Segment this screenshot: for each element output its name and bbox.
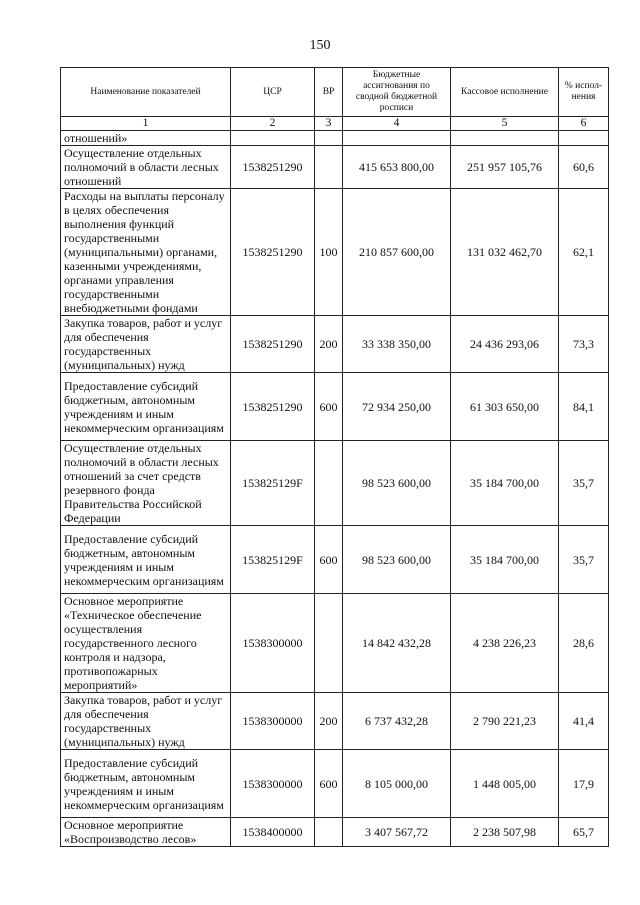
table-row <box>61 146 609 189</box>
cell-csr: 1538251290 <box>231 189 315 316</box>
cell-vr <box>315 131 343 146</box>
cell-budget: 72 934 250,00 <box>343 373 451 441</box>
cell-csr: 1538300000 <box>231 750 315 818</box>
cell-budget: 33 338 350,00 <box>343 316 451 373</box>
cell-vr <box>315 146 343 189</box>
cell-vr: 100 <box>315 189 343 316</box>
cell-cash: 4 238 226,23 <box>451 594 559 693</box>
header-cash: Кассовое исполнение <box>451 68 559 117</box>
cell-budget <box>343 131 451 146</box>
header-vr: ВР <box>315 68 343 117</box>
table-row <box>61 189 609 316</box>
cell-name: Осуществление отдельных полномочий в области лесных отношений за счет средств резервного фонда Правительства Российской Федерации <box>61 441 231 526</box>
cell-pct: 65,7 <box>559 818 609 847</box>
cell-csr: 1538251290 <box>231 146 315 189</box>
table-row <box>61 750 609 818</box>
cell-cash: 1 448 005,00 <box>451 750 559 818</box>
cell-pct: 41,4 <box>559 693 609 750</box>
table-row <box>61 693 609 750</box>
cell-name: Предоставление субсидий бюджетным, автономным учреждениям и иным некоммерческим организациям <box>61 373 231 441</box>
cell-pct: 84,1 <box>559 373 609 441</box>
cell-csr: 1538251290 <box>231 316 315 373</box>
cell-name: отношений» <box>61 131 231 146</box>
column-number: 3 <box>315 117 343 131</box>
column-number-row <box>61 117 609 131</box>
cell-pct <box>559 131 609 146</box>
cell-vr: 600 <box>315 526 343 594</box>
cell-vr: 200 <box>315 316 343 373</box>
cell-pct: 35,7 <box>559 441 609 526</box>
cell-cash: 2 790 221,23 <box>451 693 559 750</box>
cell-budget: 210 857 600,00 <box>343 189 451 316</box>
cell-csr: 1538300000 <box>231 693 315 750</box>
cell-cash: 35 184 700,00 <box>451 441 559 526</box>
cell-cash: 61 303 650,00 <box>451 373 559 441</box>
cell-vr: 600 <box>315 373 343 441</box>
cell-name: Закупка товаров, работ и услуг для обеспечения государственных (муниципальных) нужд <box>61 316 231 373</box>
header-csr: ЦСР <box>231 68 315 117</box>
cell-vr <box>315 818 343 847</box>
cell-vr: 200 <box>315 693 343 750</box>
cell-pct: 62,1 <box>559 189 609 316</box>
cell-cash: 24 436 293,06 <box>451 316 559 373</box>
table-row <box>61 316 609 373</box>
column-number: 4 <box>343 117 451 131</box>
cell-pct: 35,7 <box>559 526 609 594</box>
table-row <box>61 373 609 441</box>
cell-budget: 415 653 800,00 <box>343 146 451 189</box>
cell-name: Основное мероприятие «Техническое обеспечение осуществления государственного лесного контроля и надзора, противопожарных мероприятий» <box>61 594 231 693</box>
budget-execution-table <box>60 67 609 847</box>
cell-pct: 73,3 <box>559 316 609 373</box>
table-row <box>61 441 609 526</box>
column-number: 2 <box>231 117 315 131</box>
cell-budget: 6 737 432,28 <box>343 693 451 750</box>
header-name: Наименование показателей <box>61 68 231 117</box>
cell-csr <box>231 131 315 146</box>
cell-cash: 251 957 105,76 <box>451 146 559 189</box>
cell-pct: 60,6 <box>559 146 609 189</box>
cell-budget: 98 523 600,00 <box>343 526 451 594</box>
cell-pct: 17,9 <box>559 750 609 818</box>
table-header-row <box>61 68 609 117</box>
cell-name: Расходы на выплаты персоналу в целях обеспечения выполнения функций государственными (муниципальными) органами, казенными учреждениями, органами управления государственными внебюджетными фондами <box>61 189 231 316</box>
cell-csr: 153825129F <box>231 526 315 594</box>
cell-csr: 1538300000 <box>231 594 315 693</box>
cell-budget: 8 105 000,00 <box>343 750 451 818</box>
cell-budget: 14 842 432,28 <box>343 594 451 693</box>
cell-budget: 98 523 600,00 <box>343 441 451 526</box>
table-row <box>61 594 609 693</box>
cell-cash: 35 184 700,00 <box>451 526 559 594</box>
cell-cash <box>451 131 559 146</box>
cell-vr <box>315 441 343 526</box>
table-row <box>61 818 609 847</box>
cell-name: Предоставление субсидий бюджетным, автономным учреждениям и иным некоммерческим организациям <box>61 526 231 594</box>
header-pct: % испол-нения <box>559 68 609 117</box>
cell-name: Предоставление субсидий бюджетным, автономным учреждениям и иным некоммерческим организациям <box>61 750 231 818</box>
table-row <box>61 526 609 594</box>
table-row <box>61 131 609 146</box>
header-budget: Бюджетные ассигнования по сводной бюджетной росписи <box>343 68 451 117</box>
cell-csr: 1538251290 <box>231 373 315 441</box>
cell-vr: 600 <box>315 750 343 818</box>
cell-csr: 1538400000 <box>231 818 315 847</box>
cell-csr: 153825129F <box>231 441 315 526</box>
column-number: 1 <box>61 117 231 131</box>
column-number: 6 <box>559 117 609 131</box>
cell-vr <box>315 594 343 693</box>
cell-pct: 28,6 <box>559 594 609 693</box>
column-number: 5 <box>451 117 559 131</box>
cell-budget: 3 407 567,72 <box>343 818 451 847</box>
cell-name: Закупка товаров, работ и услуг для обеспечения государственных (муниципальных) нужд <box>61 693 231 750</box>
cell-name: Основное мероприятие «Воспроизводство лесов» <box>61 818 231 847</box>
page-number: 150 <box>309 38 331 53</box>
cell-name: Осуществление отдельных полномочий в области лесных отношений <box>61 146 231 189</box>
cell-cash: 2 238 507,98 <box>451 818 559 847</box>
cell-cash: 131 032 462,70 <box>451 189 559 316</box>
